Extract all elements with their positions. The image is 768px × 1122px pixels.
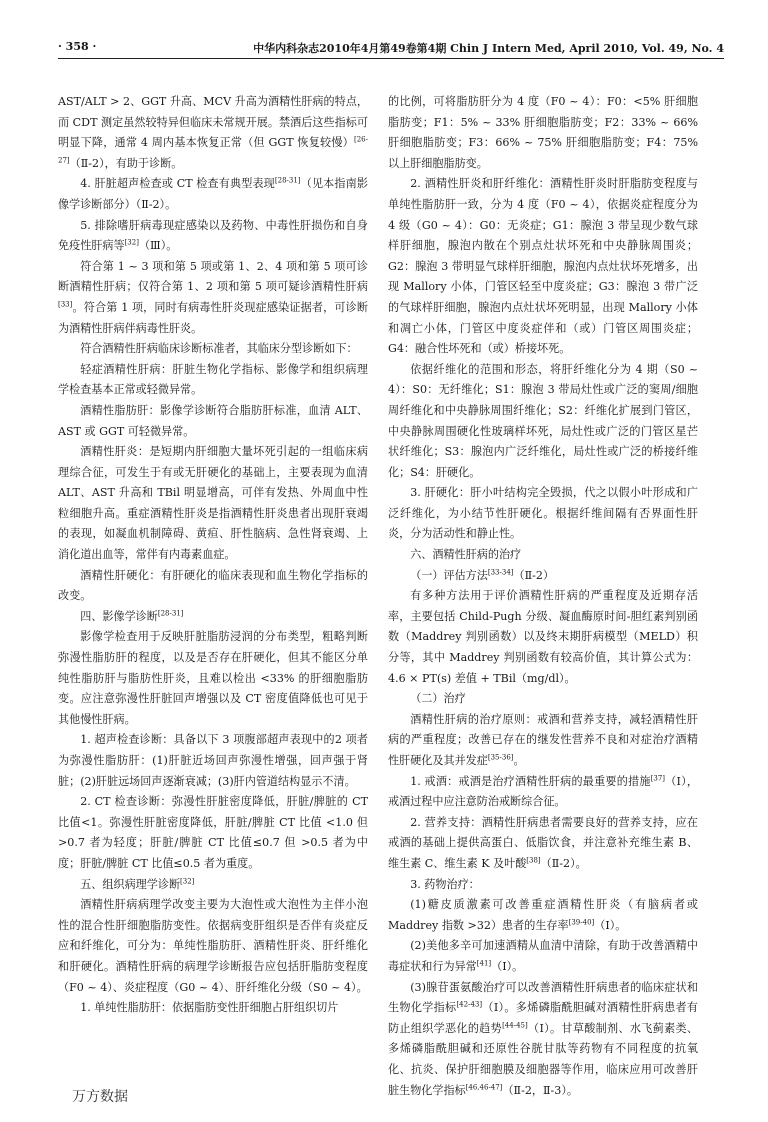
- paragraph-text: (2)美他多辛可加速酒精从血清中清除，有助于改善酒精中毒症状和行为异常: [388, 939, 698, 973]
- paragraph-text: 1. 超声检查诊断：具备以下 3 项腹部超声表现中的2 项者为弥漫性脂肪肝：(1)肝脏近场回声弥漫性增强，回声强于肾脏；(2)肝脏远场回声逐渐衰减；(3)肝内管道结构显示不清。: [58, 733, 368, 788]
- paragraph-text: （Ⅰ）。: [594, 918, 627, 932]
- paragraph-text: 依据纤维化的范围和形态，将肝纤维化分为 4 期（S0 ~ 4）：S0：无纤维化；S1：腺泡 3 带局灶性或广泛的窦周/细胞周纤维化和中央静脉周围纤维化；S2：纤维化扩展到门管区，中央静脉周围硬化性玻璃样坏死，局灶性或广泛的门管区星芒状纤维化；S3：腺泡内广泛纤维化，局灶性或广泛的桥接纤维化；S4：肝硬化。: [388, 362, 698, 479]
- paragraph-text: 酒精性肝病病理学改变主要为大泡性或大泡性为主伴小泡性的混合性肝细胞脂肪变性。依据病变肝组织是否伴有炎症反应和纤维化，可分为：单纯性脂肪肝、酒精性肝炎、肝纤维化和肝硬化。酒精性肝病的病理学诊断报告应包括肝脂肪变程度（F0 ~ 4）、炎症程度（G0 ~ 4）、肝纤维化分级（S0 ~ 4）。: [58, 898, 368, 994]
- paragraph-text: （Ⅰ），戒酒过程中应注意防治戒断综合征。: [388, 774, 698, 809]
- paragraph-text: 3. 肝硬化：肝小叶结构完全毁损，代之以假小叶形成和广泛纤维化，为小结节性肝硬化。根据纤维间隔有否界面性肝炎，分为活动性和静止性。: [388, 486, 698, 541]
- citation-ref: [44-45]: [502, 1021, 528, 1030]
- page-header: [58, 36, 724, 59]
- citation-ref: [46,46-47]: [465, 1082, 503, 1091]
- paragraph: [58, 257, 368, 339]
- paragraph-text: 影像学检查用于反映肝脏脂肪浸润的分布类型，粗略判断弥漫性脂肪肝的程度，以及是否存在肝硬化，但其不能区分单纯性脂肪肝与脂肪性肝炎，且难以检出 <33% 的肝细胞脂肪变。应注意弥漫性肝脏回声增强以及 CT 密度值降低也可见于其他慢性肝病。: [58, 630, 368, 726]
- paragraph-text: 五、组织病理学诊断: [80, 877, 181, 891]
- paragraph-text: 。: [513, 754, 525, 767]
- paragraph-text: 酒精性脂肪肝：影像学诊断符合脂肪肝标准，血清 ALT、AST 或 GGT 可轻微异常。: [58, 403, 368, 438]
- paragraph-text: （二）治疗: [410, 692, 466, 706]
- paragraph-text: 酒精性肝硬化：有肝硬化的临床表现和血生物化学指标的改变。: [58, 568, 368, 603]
- paragraph: [58, 730, 368, 792]
- citation-ref: [26-27]: [58, 135, 368, 165]
- citation-ref: [41]: [476, 959, 492, 968]
- paragraph: [58, 998, 368, 1019]
- paragraph-text: 符合酒精性肝病临床诊断标准者，其临床分型诊断如下：: [80, 342, 358, 356]
- paragraph: [388, 92, 698, 174]
- citation-ref: [28-31]: [274, 176, 301, 185]
- journal-citation: 中华内科杂志2010年4月第49卷第4期 Chin J Intern Med, April 2010, Vol. 49, No. 4: [253, 42, 724, 55]
- paragraph-text: （Ⅰ）。多烯磷脂酰胆碱对酒精性肝病患者有防止组织学恶化的趋势: [388, 1001, 698, 1035]
- paragraph: [58, 401, 368, 442]
- paragraph-text: 轻症酒精性肝病：肝脏生物化学指标、影像学和组织病理学检查基本正常或轻微异常。: [58, 362, 368, 397]
- paragraph: [388, 710, 698, 772]
- paragraph-text: （Ⅲ）。: [138, 239, 178, 253]
- citation-ref: [33]: [58, 300, 73, 309]
- paragraph: [58, 216, 368, 257]
- citation-ref: [39-40]: [568, 918, 595, 927]
- paragraph-text: （见本指南影像学诊断部分）（Ⅱ-2）。: [58, 177, 368, 211]
- paragraph: [388, 978, 698, 1102]
- paragraph-text: 酒精性肝炎：是短期内肝细胞大量坏死引起的一组临床病理综合征，可发生于有或无肝硬化的基础上，主要表现为血清 ALT、AST 升高和 TBil 明显增高，可伴有发热、外周血中性粒细胞升高。重症酒精性肝炎是指酒精性肝炎患者出现肝衰竭的表现，如凝血机制障碍、黄疸、肝性脑病、急性肾衰竭、上消化道出血等，常伴有内毒素血症。: [58, 445, 368, 562]
- paragraph-text: 2. CT 检查诊断：弥漫性肝脏密度降低，肝脏/脾脏的 CT 比值<1。弥漫性肝脏密度降低，肝脏/脾脏 CT 比值 <1.0 但 >0.7 者为轻度；肝脏/脾脏 CT 比值≤0.7 但 >0.5 者为中度；肝脏/脾脏 CT 比值≤0.5 者为重度。: [58, 795, 368, 870]
- paragraph: [388, 936, 698, 977]
- paragraph-text: 1. 戒酒：戒酒是治疗酒精性肝病的最重要的措施: [410, 774, 651, 788]
- paragraph-text: （一）评估方法: [410, 568, 488, 582]
- paragraph-text: （Ⅱ-2），有助于诊断。: [69, 156, 183, 170]
- paragraph-text: 的比例，可将脂肪肝分为 4 度（F0 ~ 4）：F0：<5% 肝细胞脂肪变；F1：5% ~ 33% 肝细胞脂肪变；F2：33% ~ 66% 肝细胞脂肪变；F3：66% ~ 75% 肝细胞脂肪变；F4：75% 以上肝细胞脂肪变。: [388, 95, 698, 170]
- paragraph-text: 2. 酒精性肝炎和肝纤维化：酒精性肝炎时肝脂肪变程度与单纯性脂肪肝一致，分为 4 度（F0 ~ 4），依据炎症程度分为 4 级（G0 ~ 4）：G0：无炎症；G1：腺泡 3 带呈现少数气球样肝细胞，腺泡内散在个别点灶状坏死和中央静脉周围炎；G2：腺泡 3 带明显气球样肝细胞，腺泡内点灶状坏死增多，出现 Mallory 小体，门管区轻至中度炎症；G3：腺泡 3 带广泛的气球样肝细胞，腺泡内点灶状坏死明显，出现 Mallory 小体和凋亡小体，门管区中度炎症伴和（或）门管区周围炎症；G4：融合性坏死和（或）桥接坏死。: [388, 177, 698, 356]
- citation-ref: [35-36]: [487, 753, 514, 762]
- paragraph: [388, 586, 698, 689]
- citation-ref: [37]: [650, 773, 666, 782]
- paragraph-text: AST/ALT > 2、GGT 升高、MCV 升高为酒精性肝病的特点，而 CDT 测定虽然较特异但临床未常规开展。禁酒后这些指标可明显下降，通常 4 周内基本恢复正常（但 GGT 恢复较慢）: [58, 95, 368, 150]
- paragraph-text: 有多种方法用于评价酒精性肝病的严重程度及近期存活率，主要包括 Child-Pugh 分级、凝血酶原时间-胆红素判别函数（Maddrey 判别函数）以及终末期肝病模型（MELD）积分等，其中 Maddrey 判别函数有较高价值，其计算公式为：4.6 × PT(s) 差值 + TBil（mg/dl）。: [388, 589, 698, 685]
- paragraph-text: （Ⅰ）。甘草酸制剂、水飞蓟素类、多烯磷脂酰胆碱和还原性谷胱甘肽等药物有不同程度的抗氧化、抗炎、保护肝细胞膜及细胞器等作用，临床应用可改善肝脏生物化学指标: [388, 1021, 698, 1097]
- paragraph-text: 四、影像学诊断: [80, 609, 158, 623]
- paragraph: [388, 895, 698, 936]
- paragraph-text: 1. 单纯性脂肪肝：依据脂肪变性肝细胞占肝组织切片: [80, 1001, 339, 1015]
- paragraph: [58, 174, 368, 215]
- paragraph-text: 5. 排除嗜肝病毒现症感染以及药物、中毒性肝损伤和自身免疫性肝病等: [58, 218, 368, 253]
- paragraph-text: (1)糖皮质激素可改善重症酒精性肝炎（有脑病者或 Maddrey 指数 >32）患者的生存率: [388, 898, 698, 932]
- paragraph: [388, 360, 698, 484]
- paragraph: [388, 545, 698, 566]
- paragraph: [58, 875, 368, 896]
- paragraph: [58, 92, 368, 174]
- paragraph-text: 酒精性肝病的治疗原则：戒酒和营养支持，减轻酒精性肝病的严重程度；改善已存在的继发性营养不良和对症治疗酒精性肝硬化及其并发症: [388, 712, 698, 767]
- paragraph-text: （Ⅰ）。: [491, 959, 524, 973]
- right-column: [388, 92, 698, 1101]
- paragraph: [388, 566, 698, 587]
- paragraph-text: （Ⅱ-2）: [513, 568, 555, 582]
- citation-ref: [38]: [526, 856, 541, 865]
- citation-ref: [28-31]: [157, 609, 184, 618]
- paragraph-text: （Ⅱ-2）。: [540, 856, 587, 870]
- paragraph: [388, 813, 698, 875]
- paragraph-text: 。符合第 1 项，同时有病毒性肝炎现症感染证据者，可诊断为酒精性肝病伴病毒性肝炎。: [58, 300, 368, 335]
- paragraph-text: 符合第 1 ~ 3 项和第 5 项或第 1、2、4 项和第 5 项可诊断酒精性肝病；仅符合第 1、2 项和第 5 项可疑诊酒精性肝病: [58, 259, 368, 294]
- paragraph: [58, 339, 368, 360]
- paragraph: [58, 627, 368, 730]
- paragraph: [388, 483, 698, 545]
- paragraph-text: 2. 营养支持：酒精性肝病患者需要良好的营养支持，应在戒酒的基础上提供高蛋白、低脂饮食，并注意补充维生素 B、维生素 C、维生素 K 及叶酸: [388, 815, 698, 870]
- citation-ref: [32]: [180, 876, 195, 885]
- paragraph: [388, 174, 698, 359]
- paragraph-text: （Ⅱ-2，Ⅱ-3）。: [502, 1083, 578, 1097]
- page-number: · 358 ·: [58, 40, 97, 53]
- citation-ref: [32]: [124, 238, 139, 247]
- paragraph: [58, 607, 368, 628]
- paragraph: [58, 895, 368, 998]
- left-column: [58, 92, 368, 1019]
- wanfang-logo: 万方数据: [72, 1089, 128, 1105]
- citation-ref: [42-43]: [456, 1000, 483, 1009]
- citation-ref: [33-34]: [487, 567, 514, 576]
- paragraph-text: 六、酒精性肝病的治疗: [410, 548, 522, 562]
- paragraph: [388, 875, 698, 896]
- paragraph: [58, 442, 368, 566]
- paragraph-text: 4. 肝脏超声检查或 CT 检查有典型表现: [80, 177, 275, 191]
- paragraph: [58, 360, 368, 401]
- paragraph: [388, 689, 698, 710]
- paragraph: [58, 792, 368, 874]
- paragraph: [58, 566, 368, 607]
- paragraph-text: (3)腺苷蛋氨酸治疗可以改善酒精性肝病患者的临床症状和生物化学指标: [388, 980, 698, 1015]
- paragraph: [388, 772, 698, 813]
- paragraph-text: 3. 药物治疗：: [410, 877, 480, 891]
